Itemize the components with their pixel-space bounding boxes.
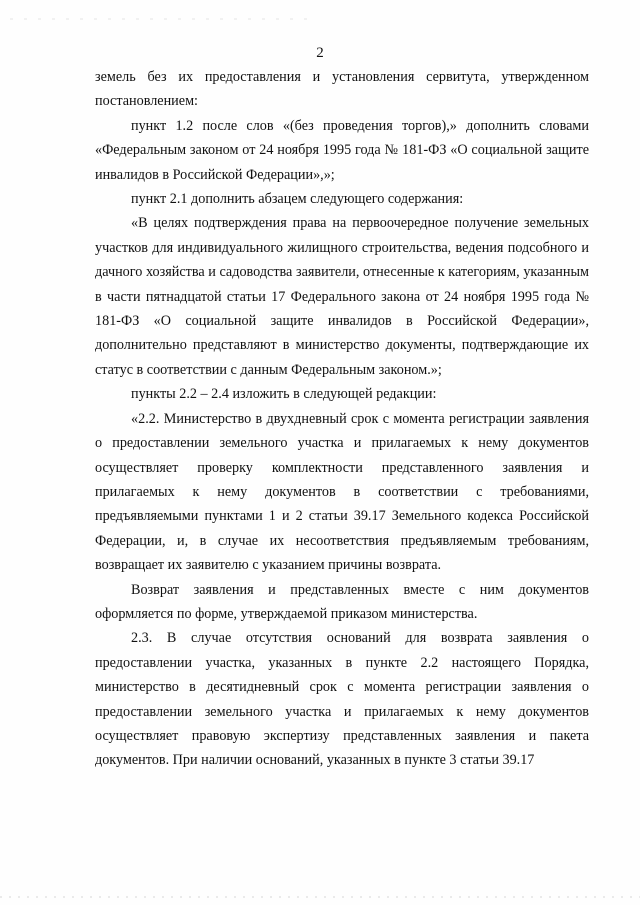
- paragraph-2: пункт 1.2 после слов «(без проведения торгов),» дополнить словами «Федеральным законом от 24 ноября 1995 года № 181-ФЗ «О социальной защите инвалидов в Российской Федерации»,»;: [95, 117, 589, 183]
- paragraph-8: 2.3. В случае отсутствия оснований для возврата заявления о предоставлении участка, указанных в пункте 2.2 настоящего Порядка, министерство в десятидневный срок с момента регистрации заявления о предоставлении земельного участка и прилагаемых к нему документов осуществляет правовую экспертизу представленных заявления и пакета документов. При наличии оснований, указанных в пункте 3 статьи 39.17: [95, 630, 589, 769]
- paragraph-4: «В целях подтверждения права на первоочередное получение земельных участков для индивидуального жилищного строительства, ведения подсобного и дачного хозяйства и садоводства заявители, отнесенные к категориям, указанным в части пятнадцатой статьи 17 Федерального закона от 24 ноября 1995 года № 181-ФЗ «О социальной защите инвалидов в Российской Федерации», дополнительно представляют в министерство документы, подтверждающие их статус в соответствии с данным Федеральным законом.»;: [95, 215, 589, 378]
- paragraph-3: пункт 2.1 дополнить абзацем следующего содержания:: [131, 191, 464, 208]
- paragraph-7: Возврат заявления и представленных вместе с ним документов оформляется по форме, утверждаемой приказом министерства.: [95, 581, 589, 622]
- paragraph-1: земель без их предоставления и установления сервитута, утвержденном постановлением:: [95, 69, 589, 110]
- scan-artifact-top: [10, 18, 310, 20]
- scan-artifact-bottom: [0, 896, 640, 898]
- paragraph-5: пункты 2.2 – 2.4 изложить в следующей редакции:: [131, 386, 437, 403]
- page-number: 2: [316, 45, 324, 61]
- paragraph-6: «2.2. Министерство в двухдневный срок с момента регистрации заявления о предоставлении земельного участка и прилагаемых к нему документов осуществляет проверку комплектности представленного заявления и прилагаемых к нему документов в соответствии с требованиями, предъявляемыми пунктами 1 и 2 статьи 39.17 Земельного кодекса Российской Федерации, и, в случае их несоответствия предъявляемым требованиям, возвращает их заявителю с указанием причины возврата.: [95, 410, 589, 574]
- document-body: [95, 65, 589, 773]
